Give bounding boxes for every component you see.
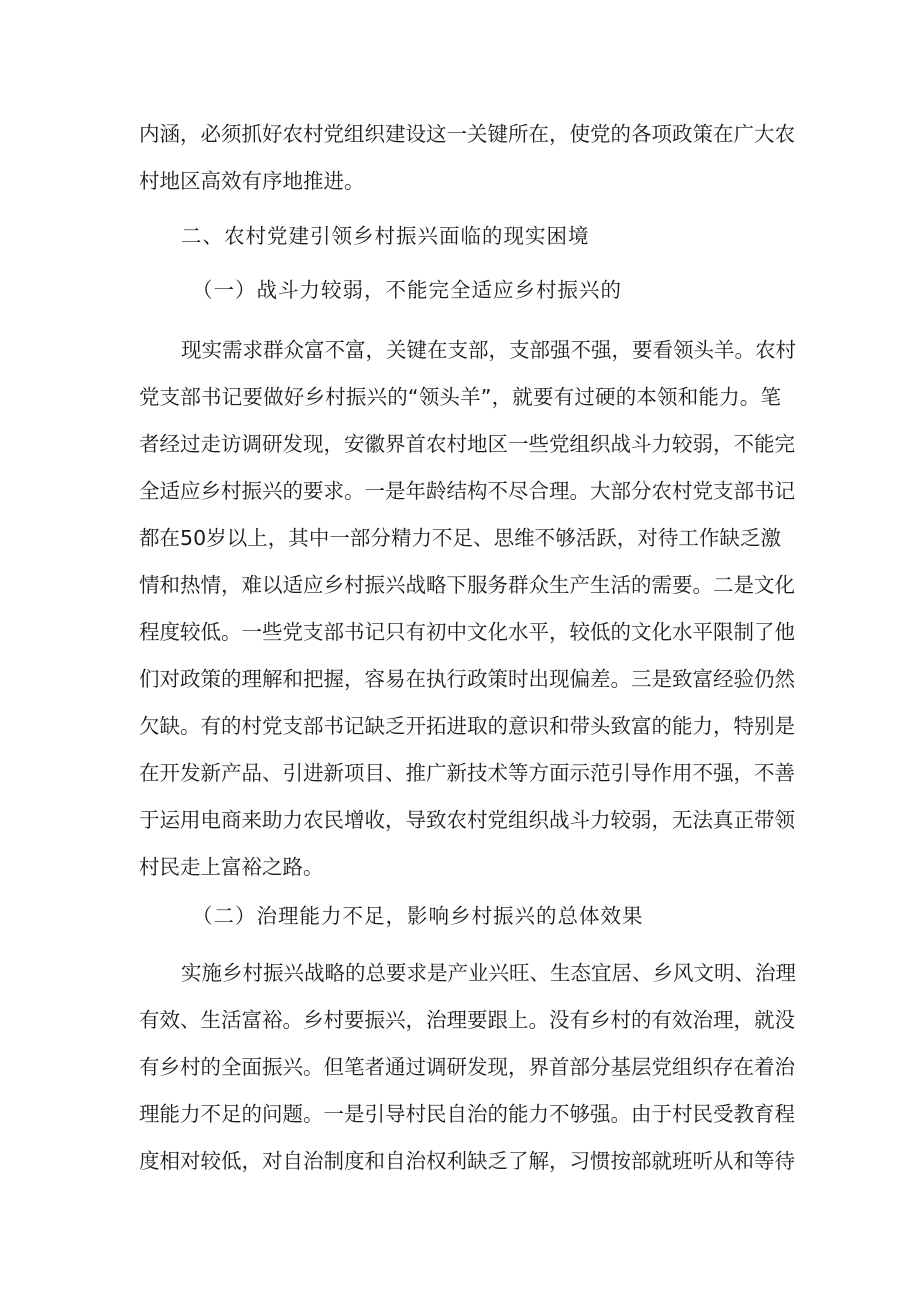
paragraph-line: 村地区高效有序地推进。: [139, 169, 365, 193]
paragraph-line: 度相对较低，对自治制度和自治权利缺乏了解，习惯按部就班听从和等待: [139, 1149, 795, 1173]
paragraph-line: 们对政策的理解和把握，容易在执行政策时出现偏差。三是致富经验仍然: [139, 667, 795, 691]
subheading: （二）治理能力不足，影响乡村振兴的总体效果: [192, 904, 644, 928]
paragraph-line: 欠缺。有的村党支部书记缺乏开拓进取的意识和带头致富的能力，特别是: [139, 714, 795, 738]
paragraph-line: 在开发新产品、引进新项目、推广新技术等方面示范引导作用不强，不善: [139, 761, 795, 785]
paragraph-line: 内涵，必须抓好农村党组织建设这一关键所在，使党的各项政策在广大农: [139, 122, 795, 146]
paragraph-line: 党支部书记要做好乡村振兴的“领头羊”，就要有过硬的本领和能力。笔: [139, 385, 781, 409]
section-heading: 二、农村党建引领乡村振兴面临的现实困境: [181, 224, 590, 248]
paragraph-line: 实施乡村振兴战略的总要求是产业兴旺、生态宜居、乡风文明、治理: [181, 961, 796, 985]
subheading: （一）战斗力较弱，不能完全适应乡村振兴的: [192, 278, 622, 302]
paragraph-line: 者经过走访调研发现，安徽界首农村地区一些党组织战斗力较弱，不能完: [139, 432, 795, 456]
paragraph-line: 有效、生活富裕。乡村要振兴，治理要跟上。没有乡村的有效治理，就没: [139, 1008, 795, 1032]
paragraph-line: 于运用电商来助力农民增收，导致农村党组织战斗力较弱，无法真正带领: [139, 808, 795, 832]
paragraph-line: 都在50岁以上，其中一部分精力不足、思维不够活跃，对待工作缺乏激: [139, 526, 781, 550]
paragraph-line: 程度较低。一些党支部书记只有初中文化水平，较低的文化水平限制了他: [139, 620, 795, 644]
paragraph-line: 全适应乡村振兴的要求。一是年龄结构不尽合理。大部分农村党支部书记: [139, 479, 795, 503]
paragraph-line: 村民走上富裕之路。: [139, 855, 324, 879]
paragraph-line: 有乡村的全面振兴。但笔者通过调研发现，界首部分基层党组织存在着治: [139, 1055, 795, 1079]
paragraph-line: 情和热情，难以适应乡村振兴战略下服务群众生产生活的需要。二是文化: [139, 573, 795, 597]
paragraph-line: 理能力不足的问题。一是引导村民自治的能力不够强。由于村民受教育程: [139, 1102, 795, 1126]
paragraph-line: 现实需求群众富不富，关键在支部，支部强不强，要看领头羊。农村: [181, 338, 796, 362]
